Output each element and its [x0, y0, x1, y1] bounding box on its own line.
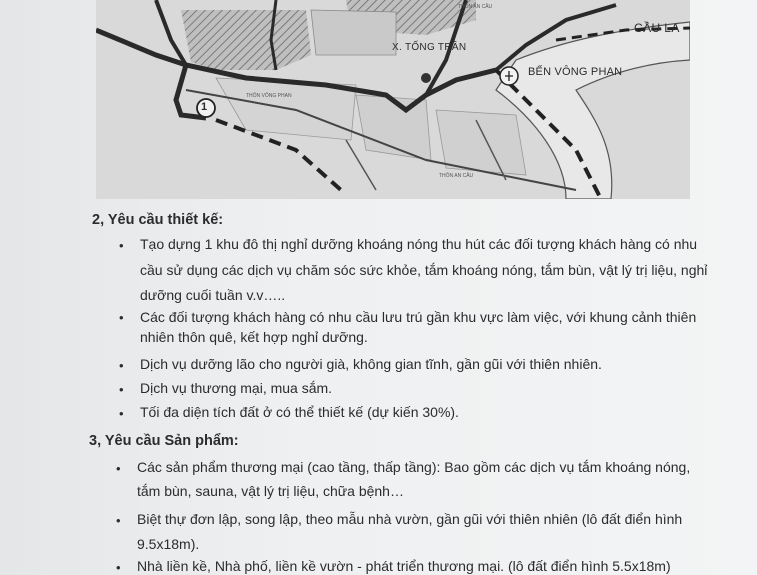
s3-b2-line2: 9.5x18m). [137, 536, 200, 552]
s2-b5-line1: Tối đa diện tích đất ở có thể thiết kế (dự kiến 30%). [140, 404, 459, 420]
section-3-heading: 3, Yêu cầu Sản phẩm: [89, 433, 239, 449]
s2-b4-line1: Dịch vụ thương mại, mua sắm. [140, 380, 333, 396]
bullet-icon: • [119, 358, 124, 373]
map-label-commune: X. TỐNG TRÂN [392, 42, 467, 53]
map-label-village-3: THÔN AN CẦU [458, 4, 493, 10]
section-2-heading: 2, Yêu cầu thiết kế: [92, 212, 224, 228]
bullet-icon: • [116, 461, 121, 476]
map-label-pier: BẾN VÔNG PHAN [528, 66, 623, 78]
s2-b2-line1: Các đối tượng khách hàng có nhu cầu lưu trú gần khu vực làm việc, với khung cảnh thiên [140, 309, 697, 325]
bullet-icon: • [116, 513, 121, 528]
s3-b1-line2: tắm bùn, sauna, vật lý trị liệu, chữa bệnh… [137, 483, 404, 499]
bullet-icon: • [119, 382, 124, 397]
s3-b3-line1: Nhà liền kề, Nhà phố, liền kề vườn - phát triển thương mại. (lô đất điển hình 5.5x18m) [137, 558, 671, 574]
s2-b1-line3: dưỡng cuối tuần v.v….. [140, 287, 286, 303]
s3-b1-line1: Các sản phẩm thương mại (cao tầng, thấp tầng): Bao gồm các dịch vụ tắm khoáng nóng, [137, 459, 691, 475]
map-label-village-2: THÔN AN CẦU [439, 173, 474, 179]
s3-b2-line1: Biệt thự đơn lập, song lập, theo mẫu nhà vườn, gần gũi với thiên nhiên (lô đất điển hình [137, 511, 683, 527]
s2-b2-line2: nhiên thôn quê, kết hợp nghỉ dưỡng. [140, 329, 368, 345]
map-label-village-1: THÔN VÔNG PHAN [246, 93, 292, 99]
bullet-icon: • [119, 406, 124, 421]
map-label-bridge: CẦU LA [634, 21, 680, 35]
bullet-icon: • [116, 560, 121, 575]
bullet-icon: • [119, 310, 124, 325]
s2-b1-line1: Tạo dựng 1 khu đô thị nghỉ dưỡng khoáng nóng thu hút các đối tượng khách hàng có nhu [140, 236, 698, 252]
s2-b1-line2: cầu sử dụng các dịch vụ chăm sóc sức khỏe, tắm khoáng nóng, tắm bùn, vật lý trị liệu, nghỉ [140, 262, 708, 278]
bullet-icon: • [119, 238, 124, 253]
map-marker-number: 1 [201, 101, 208, 113]
s2-b3-line1: Dịch vụ dưỡng lão cho người già, không gian tĩnh, gần gũi với thiên nhiên. [140, 356, 602, 372]
